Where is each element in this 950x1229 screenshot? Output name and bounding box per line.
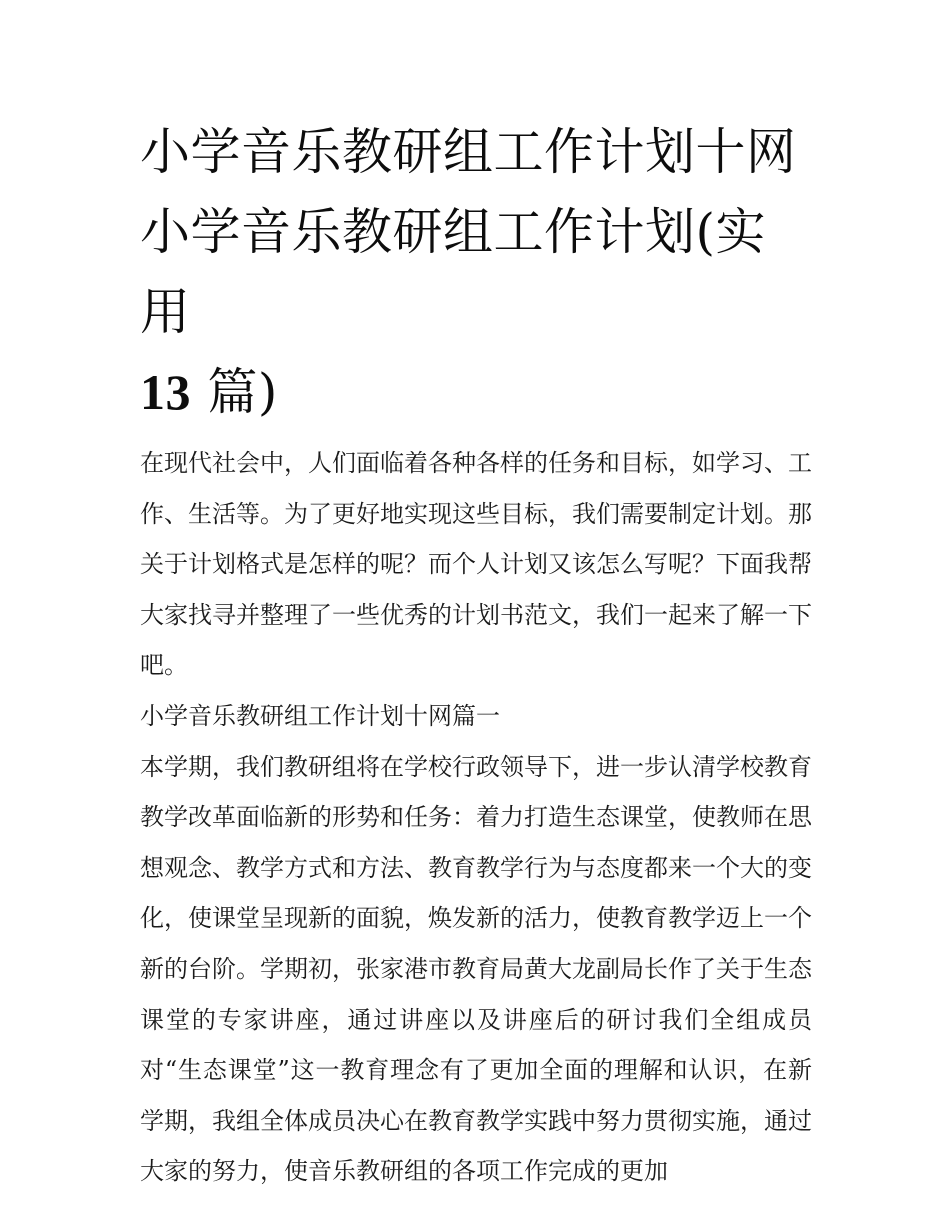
intro-paragraph: 在现代社会中，人们面临着各种各样的任务和目标，如学习、工作、生活等。为了更好地实现这些目标，我们需要制定计划。那关于计划格式是怎样的呢？而个人计划又该怎么写呢？下面我帮大家找寻并整理了一些优秀的计划书范文，我们一起来了解一下吧。 (140, 449, 812, 680)
section-heading: 小学音乐教研组工作计划十网篇一 (140, 701, 500, 730)
document-content (140, 112, 812, 1197)
body-paragraph: 本学期，我们教研组将在学校行政领导下，进一步认清学校教育教学改革面临新的形势和任务：着力打造生态课堂，使教师在思想观念、教学方式和方法、教育教学行为与态度都来一个大的变化，使课堂呈现新的面貌，焕发新的活力，使教育教学迈上一个新的台阶。学期初，张家港市教育局黄大龙副局长作了关于生态课堂的专家讲座，通过讲座以及讲座后的研讨我们全组成员对“生态课堂”这一教育理念有了更加全面的理解和认识，在新学期，我组全体成员决心在教育教学实践中努力贯彻实施，通过大家的努力，使音乐教研组的各项工作完成的更加 (140, 752, 812, 1186)
document-title (140, 112, 812, 432)
title-line-2: 小学音乐教研组工作计划(实用 (140, 203, 767, 341)
title-line-1: 小学音乐教研组工作计划十网 (140, 123, 797, 181)
title-number: 13 (140, 364, 191, 420)
title-tail: 篇) (207, 363, 278, 421)
